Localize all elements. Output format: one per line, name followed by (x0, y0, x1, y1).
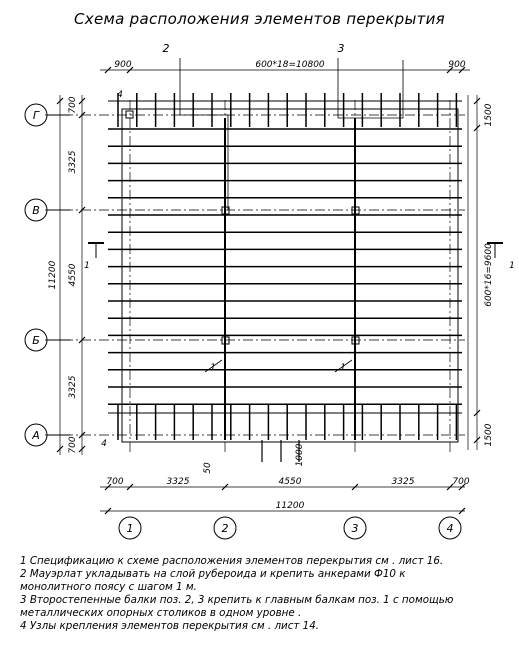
beam-group (108, 93, 462, 462)
drawing-title: Схема расположения элементов перекрытия (74, 10, 445, 28)
dim-top-span: 600*18=10800 (255, 60, 325, 70)
axis-label-a: А (32, 429, 40, 442)
dim-misc-1000: 1000 (295, 443, 305, 467)
label-pos2: 2 (162, 42, 170, 55)
dim-bottom-edge-right: 700 (452, 477, 470, 487)
dim-left-total: 11200 (48, 260, 58, 290)
axis-label-1: 1 (126, 522, 134, 535)
label-pos1-right: 1 (340, 363, 346, 373)
dim-bottom-d1: 3325 (166, 477, 190, 487)
note-1: 1 Спецификацию к схеме расположения элементов перекрытия см . лист 16. (20, 555, 444, 567)
dim-top-right: 900 (448, 60, 466, 70)
dim-left-d2: 4550 (68, 263, 78, 287)
dim-top-left: 900 (114, 60, 132, 70)
dim-left-top-edge: 700 (68, 96, 78, 114)
dim-right-top: 1500 (484, 103, 494, 127)
axis-label-4: 4 (446, 522, 454, 535)
dim-bottom-d3: 3325 (391, 477, 415, 487)
label-pos4-top: 4 (117, 90, 123, 100)
note-3: 3 Второстепенные балки поз. 2, 3 крепить к главным балкам поз. 1 с помощью металлических опорных столиков в одном уровне . (20, 594, 454, 619)
label-pos1-left: 1 (210, 363, 216, 373)
leader-pos2 (180, 58, 228, 210)
corner-node (126, 111, 133, 118)
axis-label-2: 2 (221, 522, 229, 535)
dimension-ticks (57, 67, 480, 514)
dim-right-bottom: 1500 (484, 423, 494, 447)
dim-left-d1: 3325 (68, 150, 78, 174)
dim-left-bottom-edge: 700 (68, 436, 78, 454)
label-section-left: 1 (84, 261, 90, 271)
axis-label-g: Г (32, 109, 40, 122)
wall-outline (122, 109, 458, 442)
dim-right-span: 600*16=9600 (484, 243, 494, 307)
axis-label-v: В (32, 204, 40, 217)
note-2: 2 Мауэрлат укладывать на слой рубероида и крепить анкерами Ф10 к монолитного поясу с шагом 1 м. (20, 568, 406, 593)
note-4: 4 Узлы крепления элементов перекрытия см . лист 14. (20, 620, 320, 632)
dim-bottom-total: 11200 (275, 501, 305, 511)
dim-bottom-d2: 4550 (278, 477, 302, 487)
axis-label-3: 3 (351, 522, 359, 535)
label-pos4-bottom: 4 (101, 439, 107, 449)
dim-left-d3: 3325 (68, 375, 78, 399)
label-pos3: 3 (337, 42, 345, 55)
axis-label-b: Б (32, 334, 40, 347)
dim-bottom-edge-left: 700 (106, 477, 124, 487)
notes-list (20, 555, 510, 633)
label-section-right: 1 (509, 261, 515, 271)
dim-misc-50: 50 (203, 462, 213, 474)
